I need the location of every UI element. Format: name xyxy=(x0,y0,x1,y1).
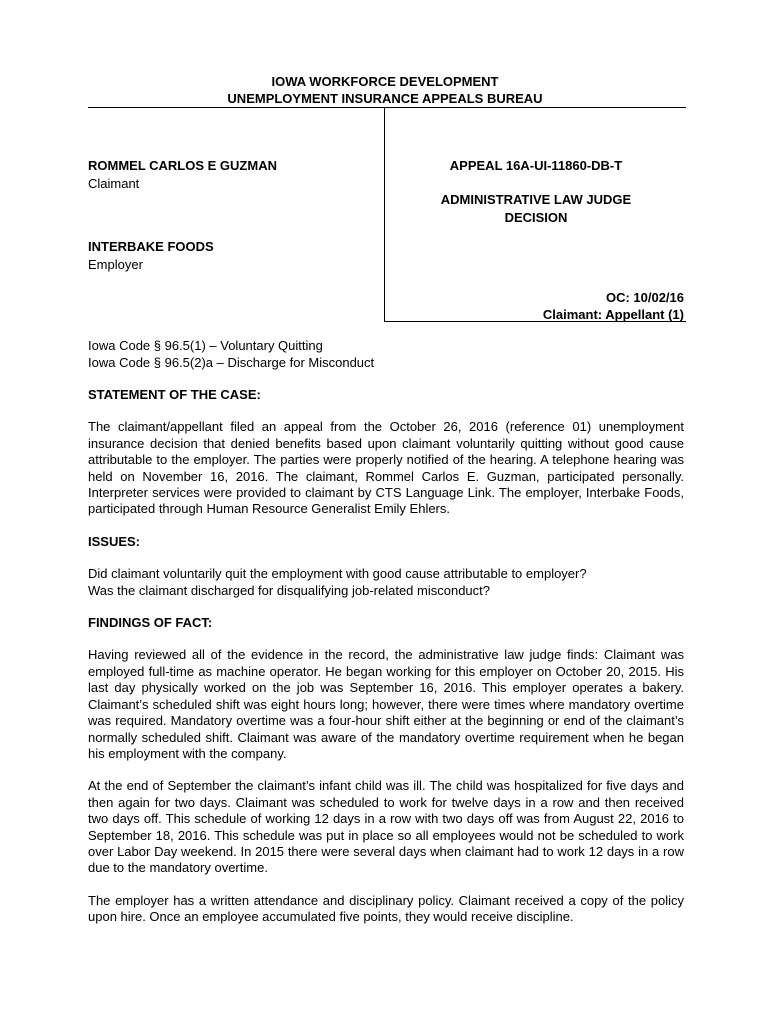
code-citation-1: Iowa Code § 96.5(1) – Voluntary Quitting xyxy=(88,338,323,353)
findings-paragraph-1: Having reviewed all of the evidence in the record, the administrative law judge finds: Claimant was employed full-time as machine operator. He began working for this employer on October 20, 2015. His last day physically worked on the job was September 16, 2016. This employer operates a bakery. Claimant’s scheduled shift was eight hours long; however, there were times where mandatory overtime was required. Mandatory overtime was a four-hour shift either at the beginning or end of the claimant’s normally scheduled shift. Claimant was aware of the mandatory overtime requirement when he began his employment with the company. xyxy=(88,647,684,761)
employer-role: Employer xyxy=(88,257,143,272)
decision-title-line-2: DECISION xyxy=(504,210,568,225)
statement-heading: STATEMENT OF THE CASE: xyxy=(88,387,261,402)
findings-heading: FINDINGS OF FACT: xyxy=(88,615,213,631)
claimant-role: Claimant xyxy=(88,176,140,191)
findings-paragraph-3: The employer has a written attendance and disciplinary policy. Claimant received a copy of the policy upon hire. Once an employee accumulated five points, they would receive discipline. xyxy=(88,892,684,925)
code-citation-2: Iowa Code § 96.5(2)a – Discharge for Misconduct xyxy=(88,355,375,370)
agency-line-1: IOWA WORKFORCE DEVELOPMENT xyxy=(271,74,499,89)
agency-line-2: UNEMPLOYMENT INSURANCE APPEALS BUREAU xyxy=(227,91,543,106)
decision-title-line-1: ADMINISTRATIVE LAW JUDGE xyxy=(440,192,632,207)
statement-paragraph: The claimant/appellant filed an appeal from the October 26, 2016 (reference 01) unemployment insurance decision that denied benefits based upon claimant voluntarily quitting without good cause attributable to the employer. The parties were properly notified of the hearing. A telephone hearing was held on November 16, 2016. The claimant, Rommel Carlos E. Guzman, participated personally. Interpreter services were provided to claimant by CTS Language Link. The employer, Interbake Foods, participated through Human Resource Generalist Emily Ehlers. xyxy=(88,419,684,517)
caption-top-rule xyxy=(88,107,686,108)
appeal-block xyxy=(386,157,686,227)
appeal-number: APPEAL 16A-UI-11860-DB-T xyxy=(449,158,623,173)
claimant-status: Claimant: Appellant (1) xyxy=(542,307,684,322)
oc-date: OC: 10/02/16 xyxy=(605,290,684,305)
caption-divider xyxy=(384,107,385,321)
employer-name: INTERBAKE FOODS xyxy=(88,239,214,254)
issue-1: Did claimant voluntarily quit the employment with good cause attributable to employer? xyxy=(88,566,587,582)
findings-paragraph-2: At the end of September the claimant’s infant child was ill. The child was hospitalized for five days and then again for two days. Claimant was scheduled to work for twelve days in a row and then received two days off. This schedule of working 12 days in a row with two days off was from August 22, 2016 to September 18, 2016. This schedule was put in place so all employees would not be scheduled to work over Labor Day weekend. In 2015 there were several days when claimant had to work 12 days in a row due to the mandatory overtime. xyxy=(88,778,684,876)
code-citations xyxy=(88,337,374,371)
claimant-name: ROMMEL CARLOS E GUZMAN xyxy=(88,158,277,173)
oc-block xyxy=(400,289,684,323)
employer-block xyxy=(88,238,214,274)
decision-body xyxy=(88,387,684,942)
issues-heading: ISSUES: xyxy=(88,533,141,549)
issue-2: Was the claimant discharged for disqualifying job-related misconduct? xyxy=(88,582,490,598)
agency-header xyxy=(0,73,770,107)
claimant-block xyxy=(88,157,277,193)
